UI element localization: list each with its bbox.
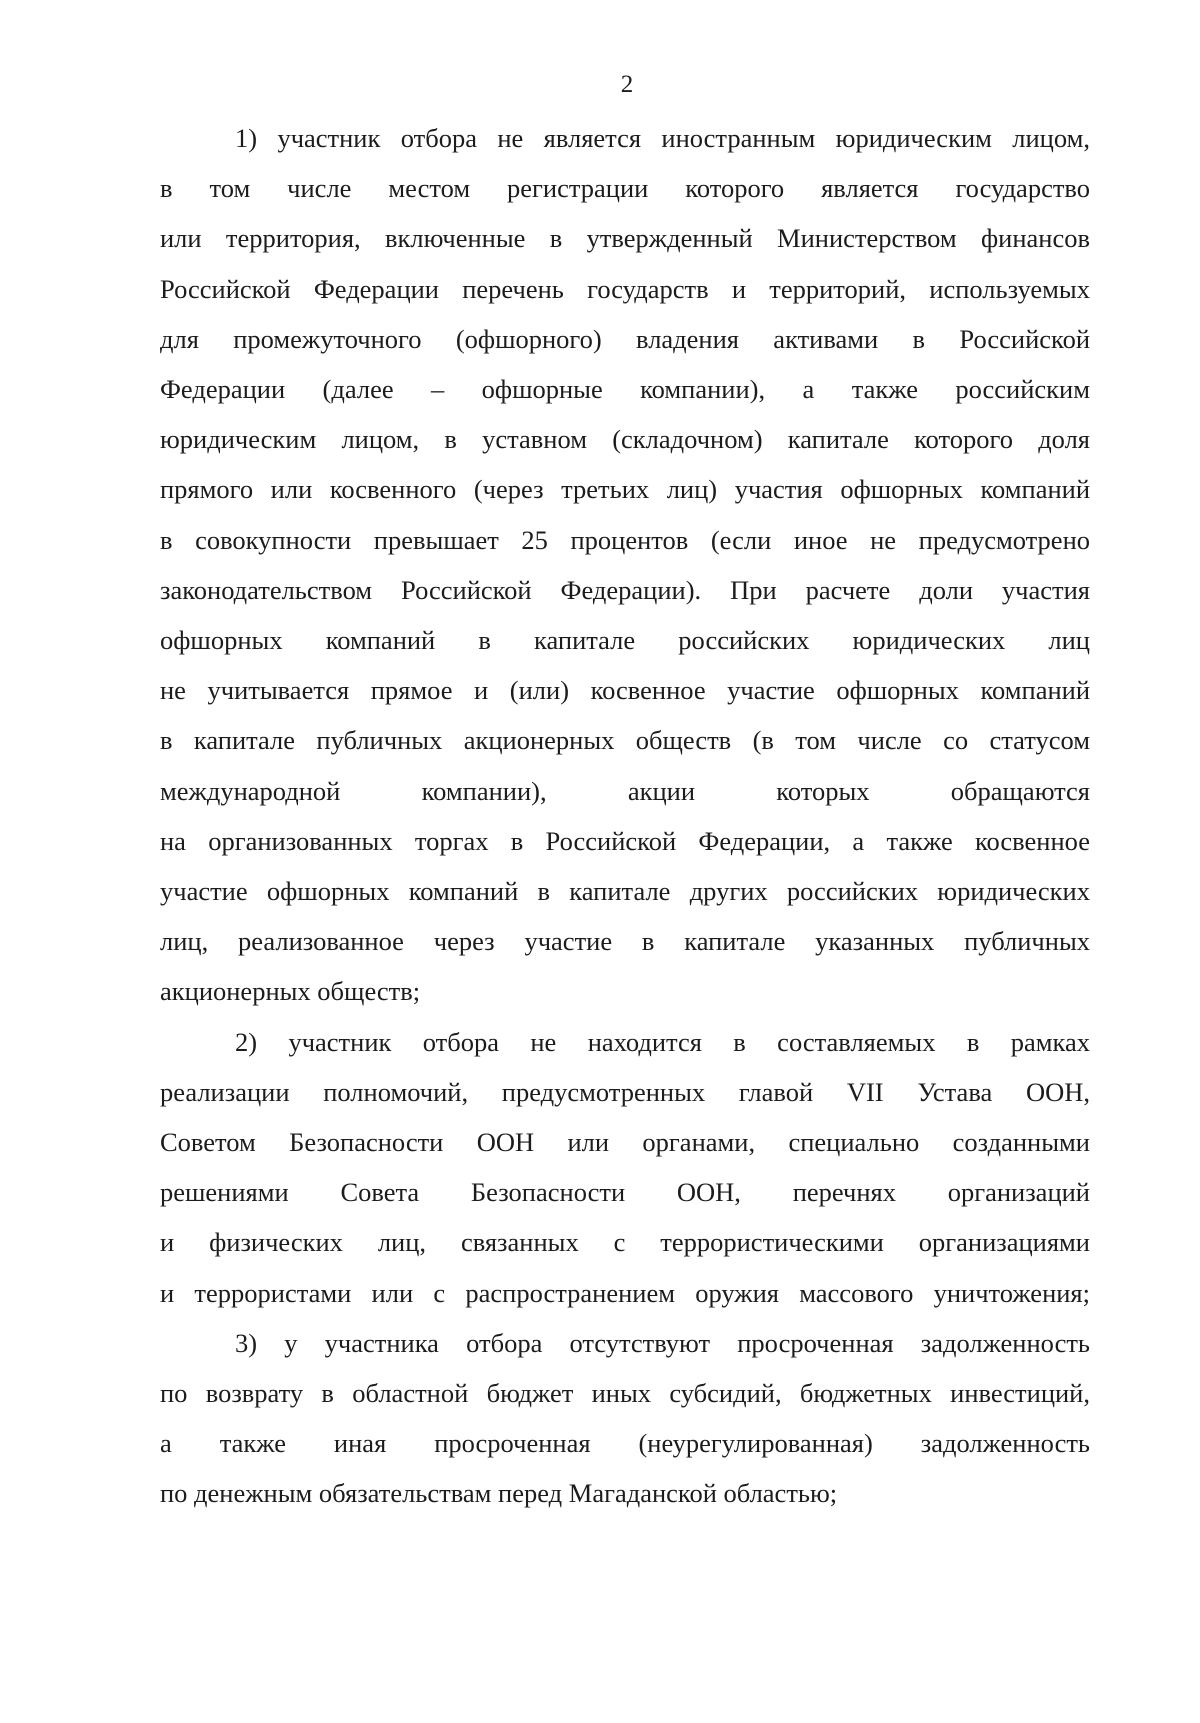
paragraph-2 (160, 1017, 1090, 1318)
text-line: офшорных компаний в капитале российских юридических лиц (160, 625, 1090, 656)
text-line: акционерных обществ; (160, 976, 421, 1007)
text-line: 3) у участника отбора отсутствуют просроченная задолженность (235, 1327, 1090, 1358)
text-line: Российской Федерации перечень государств и территорий, используемых (160, 273, 1090, 304)
text-line: не учитывается прямое и (или) косвенное участие офшорных компаний (160, 675, 1090, 706)
text-line: прямого или косвенного (через третьих лиц) участия офшорных компаний (160, 474, 1090, 505)
text-line: 2) участник отбора не находится в составляемых в рамках (235, 1026, 1090, 1057)
text-line: Советом Безопасности ООН или органами, специально созданными (160, 1127, 1090, 1158)
text-line: на организованных торгах в Российской Федерации, а также косвенное (160, 825, 1090, 856)
text-line: международной компании), акции которых обращаются (160, 775, 1090, 806)
page-number: 2 (620, 71, 634, 98)
text-line: и террористами или с распространением оружия массового уничтожения; (160, 1277, 1090, 1308)
text-line: законодательством Российской Федерации). При расчете доли участия (160, 574, 1090, 605)
text-line: лиц, реализованное через участие в капитале указанных публичных (160, 926, 1090, 957)
text-line: а также иная просроченная (неурегулированная) задолженность (160, 1428, 1090, 1459)
paragraph-3 (160, 1318, 1090, 1519)
text-line: по денежным обязательствам перед Магаданской областью; (160, 1478, 838, 1509)
text-line: Федерации (далее – офшорные компании), а также российским (160, 374, 1090, 405)
text-line: реализации полномочий, предусмотренных главой VII Устава ООН, (160, 1076, 1090, 1107)
text-line: в том числе местом регистрации которого является государство (160, 173, 1090, 204)
text-line: юридическим лицом, в уставном (складочном) капитале которого доля (160, 424, 1090, 455)
text-line: участие офшорных компаний в капитале других российских юридических (160, 876, 1090, 907)
text-line: в совокупности превышает 25 процентов (если иное не предусмотрено (160, 524, 1090, 555)
text-line: по возврату в областной бюджет иных субсидий, бюджетных инвестиций, (160, 1378, 1090, 1409)
text-line: или территория, включенные в утвержденный Министерством финансов (160, 223, 1090, 254)
text-line: и физических лиц, связанных с террористическими организациями (160, 1227, 1090, 1258)
text-line: решениями Совета Безопасности ООН, перечнях организаций (160, 1177, 1090, 1208)
text-line: для промежуточного (офшорного) владения активами в Российской (160, 323, 1090, 354)
document-body (160, 113, 1090, 1519)
paragraph-1 (160, 113, 1090, 1017)
text-line: в капитале публичных акционерных обществ (в том числе со статусом (160, 725, 1090, 756)
text-line: 1) участник отбора не является иностранным юридическим лицом, (235, 123, 1090, 153)
